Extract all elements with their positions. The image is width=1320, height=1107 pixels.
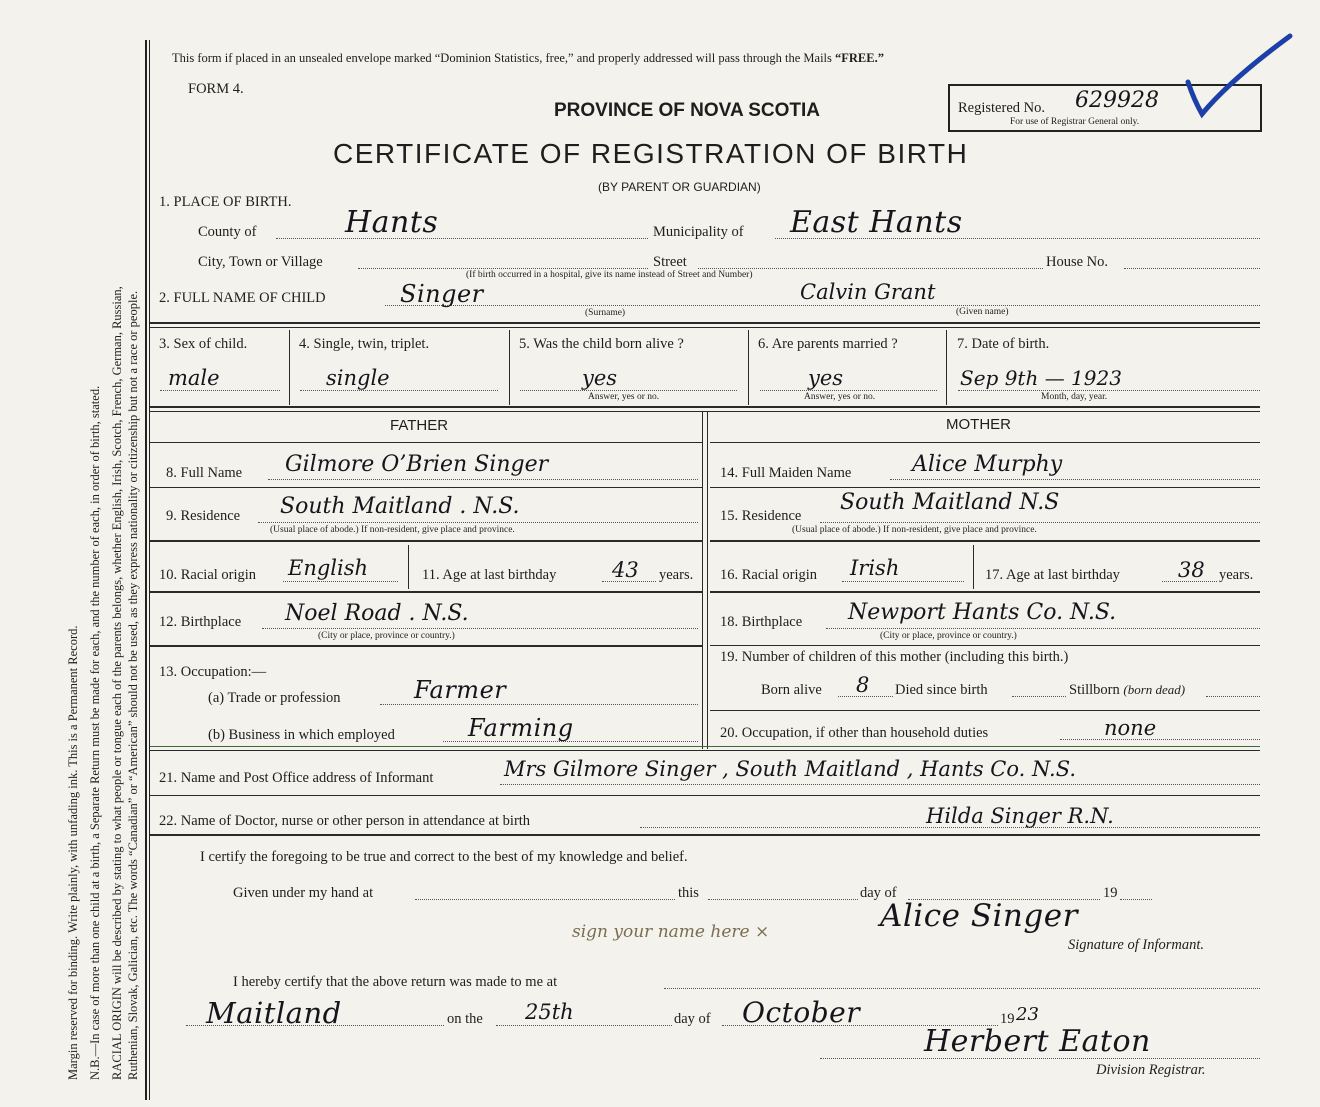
child-name-label: 2. FULL NAME OF CHILD bbox=[159, 290, 326, 306]
born-alive-label: Born alive bbox=[761, 682, 822, 698]
registrar-place: Maitland bbox=[206, 996, 342, 1030]
certify-statement: I certify the foregoing to be true and correct to the best of my knowledge and belief. bbox=[200, 849, 688, 865]
married-caption: Answer, yes or no. bbox=[804, 392, 876, 402]
plurality-label: 4. Single, twin, triplet. bbox=[299, 336, 430, 352]
mother-age-years: years. bbox=[1219, 567, 1254, 583]
registrar-day: 25th bbox=[525, 1000, 574, 1024]
mother-age-label: 17. Age at last birthday bbox=[985, 567, 1120, 583]
margin-note-racial-origin-2: Ruthenian, Slovak, Galician, etc. The words “Canadian” or “American” should not be used, as they express nationality or citizenship but not a race or people. bbox=[126, 290, 140, 1080]
married-value: yes bbox=[808, 366, 844, 390]
margin-note-racial-origin: RACIAL ORIGIN will be described by stating to what people or tongue each of the parents belongs, whether English, Irish, Scotch, French, German, Russian, bbox=[110, 286, 124, 1080]
business-label: (b) Business in which employed bbox=[208, 727, 395, 743]
child-given-name: Calvin Grant bbox=[800, 280, 936, 304]
father-birthplace-label: 12. Birthplace bbox=[159, 614, 242, 630]
place-heading: 1. PLACE OF BIRTH. bbox=[159, 194, 292, 210]
city-label: City, Town or Village bbox=[198, 254, 323, 270]
trade-value: Farmer bbox=[414, 676, 507, 704]
registrar-year-suffix: 23 bbox=[1016, 1004, 1039, 1025]
father-heading: FATHER bbox=[390, 417, 449, 434]
this-label: this bbox=[678, 885, 699, 901]
mother-name-label: 14. Full Maiden Name bbox=[720, 465, 852, 481]
mother-racial-label: 16. Racial origin bbox=[720, 567, 818, 583]
born-alive-value: 8 bbox=[856, 673, 870, 697]
father-racial-value: English bbox=[288, 556, 369, 580]
county-label: County of bbox=[198, 224, 257, 240]
father-racial-label: 10. Racial origin bbox=[159, 567, 257, 583]
dob-caption: Month, day, year. bbox=[1041, 392, 1108, 402]
father-occupation-label: 13. Occupation:— bbox=[159, 664, 267, 680]
alive-caption: Answer, yes or no. bbox=[588, 392, 660, 402]
mother-residence-caption: (Usual place of abode.) If non-resident, give place and province. bbox=[792, 525, 1037, 535]
form-number: FORM 4. bbox=[188, 81, 244, 97]
registrar-day-of-label: day of bbox=[674, 1011, 711, 1027]
margin-rule-inner bbox=[149, 40, 150, 1100]
mother-age-value: 38 bbox=[1178, 558, 1205, 582]
mother-racial-value: Irish bbox=[850, 556, 900, 580]
plurality-value: single bbox=[326, 366, 390, 390]
mother-name-value: Alice Murphy bbox=[912, 452, 1063, 477]
hospital-note: (If birth occurred in a hospital, give its name instead of Street and Number) bbox=[466, 270, 753, 280]
registrar-signature: Herbert Eaton bbox=[924, 1024, 1151, 1059]
province-title: PROVINCE OF NOVA SCOTIA bbox=[554, 100, 821, 121]
father-age-years: years. bbox=[659, 567, 694, 583]
doctor-label: 22. Name of Doctor, nurse or other person in attendance at birth bbox=[159, 813, 531, 829]
street-label: Street bbox=[653, 254, 687, 270]
day-of-label: day of bbox=[860, 885, 897, 901]
father-birthplace-caption: (City or place, province or country.) bbox=[318, 631, 455, 641]
registrar-year-prefix: 19 bbox=[1000, 1011, 1015, 1027]
on-the-label: on the bbox=[447, 1011, 483, 1027]
died-label: Died since birth bbox=[895, 682, 988, 698]
mother-heading: MOTHER bbox=[946, 416, 1011, 433]
margin-note-binding: Margin reserved for binding. Write plainly, with unfading ink. This is a Permanent Record. bbox=[66, 625, 80, 1080]
given-name-caption: (Given name) bbox=[956, 307, 1009, 317]
father-birthplace-value: Noel Road . N.S. bbox=[285, 601, 469, 626]
father-residence-label: 9. Residence bbox=[166, 508, 241, 524]
year-prefix: 19 bbox=[1103, 885, 1118, 901]
sex-value: male bbox=[168, 366, 220, 390]
page-title: CERTIFICATE OF REGISTRATION OF BIRTH bbox=[333, 138, 969, 169]
municipality-value: East Hants bbox=[790, 205, 963, 240]
mother-residence-value: South Maitland N.S bbox=[840, 490, 1060, 515]
married-label: 6. Are parents married ? bbox=[758, 336, 898, 352]
registrar-month: October bbox=[742, 996, 861, 1029]
surname-caption: (Surname) bbox=[585, 308, 626, 318]
father-residence-caption: (Usual place of abode.) If non-resident, give place and province. bbox=[270, 525, 515, 535]
child-surname: Singer bbox=[400, 280, 484, 308]
informant-label: 21. Name and Post Office address of Informant bbox=[159, 770, 434, 786]
father-age-label: 11. Age at last birthday bbox=[422, 567, 557, 583]
signature-caption: Signature of Informant. bbox=[1068, 937, 1205, 953]
mother-birthplace-label: 18. Birthplace bbox=[720, 614, 803, 630]
house-label: House No. bbox=[1046, 254, 1109, 270]
registered-label: Registered No. bbox=[958, 100, 1045, 116]
dob-value: Sep 9th — 1923 bbox=[960, 366, 1122, 390]
mail-notice: This form if placed in an unsealed envelope marked “Dominion Statistics, free,” and properly addressed will pass through the Mails “FREE.” bbox=[172, 51, 884, 65]
mother-occupation-label: 20. Occupation, if other than household duties bbox=[720, 725, 989, 741]
stillborn-label: Stillborn (born dead) bbox=[1069, 682, 1186, 698]
mother-residence-label: 15. Residence bbox=[720, 508, 802, 524]
page-subtitle: (BY PARENT OR GUARDIAN) bbox=[598, 180, 761, 194]
mother-birthplace-caption: (City or place, province or country.) bbox=[880, 631, 1017, 641]
alive-value: yes bbox=[582, 366, 618, 390]
trade-label: (a) Trade or profession bbox=[208, 690, 341, 706]
father-residence-value: South Maitland . N.S. bbox=[280, 494, 520, 519]
business-value: Farming bbox=[468, 714, 574, 742]
registrar-use-note: For use of Registrar General only. bbox=[1010, 117, 1140, 127]
sex-label: 3. Sex of child. bbox=[159, 336, 248, 352]
pencil-note: sign your name here × bbox=[572, 922, 770, 942]
margin-rule bbox=[145, 40, 147, 1100]
alive-label: 5. Was the child born alive ? bbox=[519, 336, 684, 352]
mother-occupation-value: none bbox=[1104, 716, 1157, 740]
registrar-caption: Division Registrar. bbox=[1096, 1062, 1206, 1078]
father-age-value: 43 bbox=[612, 558, 639, 582]
father-name-value: Gilmore O’Brien Singer bbox=[285, 452, 549, 477]
registrar-statement: I hereby certify that the above return was made to me at bbox=[233, 974, 558, 990]
county-value: Hants bbox=[345, 205, 439, 240]
registered-number: 629928 bbox=[1075, 88, 1159, 113]
given-under-label: Given under my hand at bbox=[233, 885, 374, 901]
checkmark-icon bbox=[1180, 30, 1300, 130]
informant-value: Mrs Gilmore Singer , South Maitland , Hants Co. N.S. bbox=[504, 757, 1077, 781]
municipality-label: Municipality of bbox=[653, 224, 744, 240]
mother-birthplace-value: Newport Hants Co. N.S. bbox=[848, 600, 1117, 625]
dob-label: 7. Date of birth. bbox=[957, 336, 1050, 352]
informant-signature: Alice Singer bbox=[880, 898, 1078, 934]
doctor-value: Hilda Singer R.N. bbox=[926, 804, 1114, 828]
children-label: 19. Number of children of this mother (including this birth.) bbox=[720, 649, 1069, 665]
father-name-label: 8. Full Name bbox=[166, 465, 243, 481]
margin-note-multiple-births: N.B.—In case of more than one child at a birth, a Separate Return must be made for each, and the number of each, in order of birth, stated. bbox=[88, 385, 102, 1080]
